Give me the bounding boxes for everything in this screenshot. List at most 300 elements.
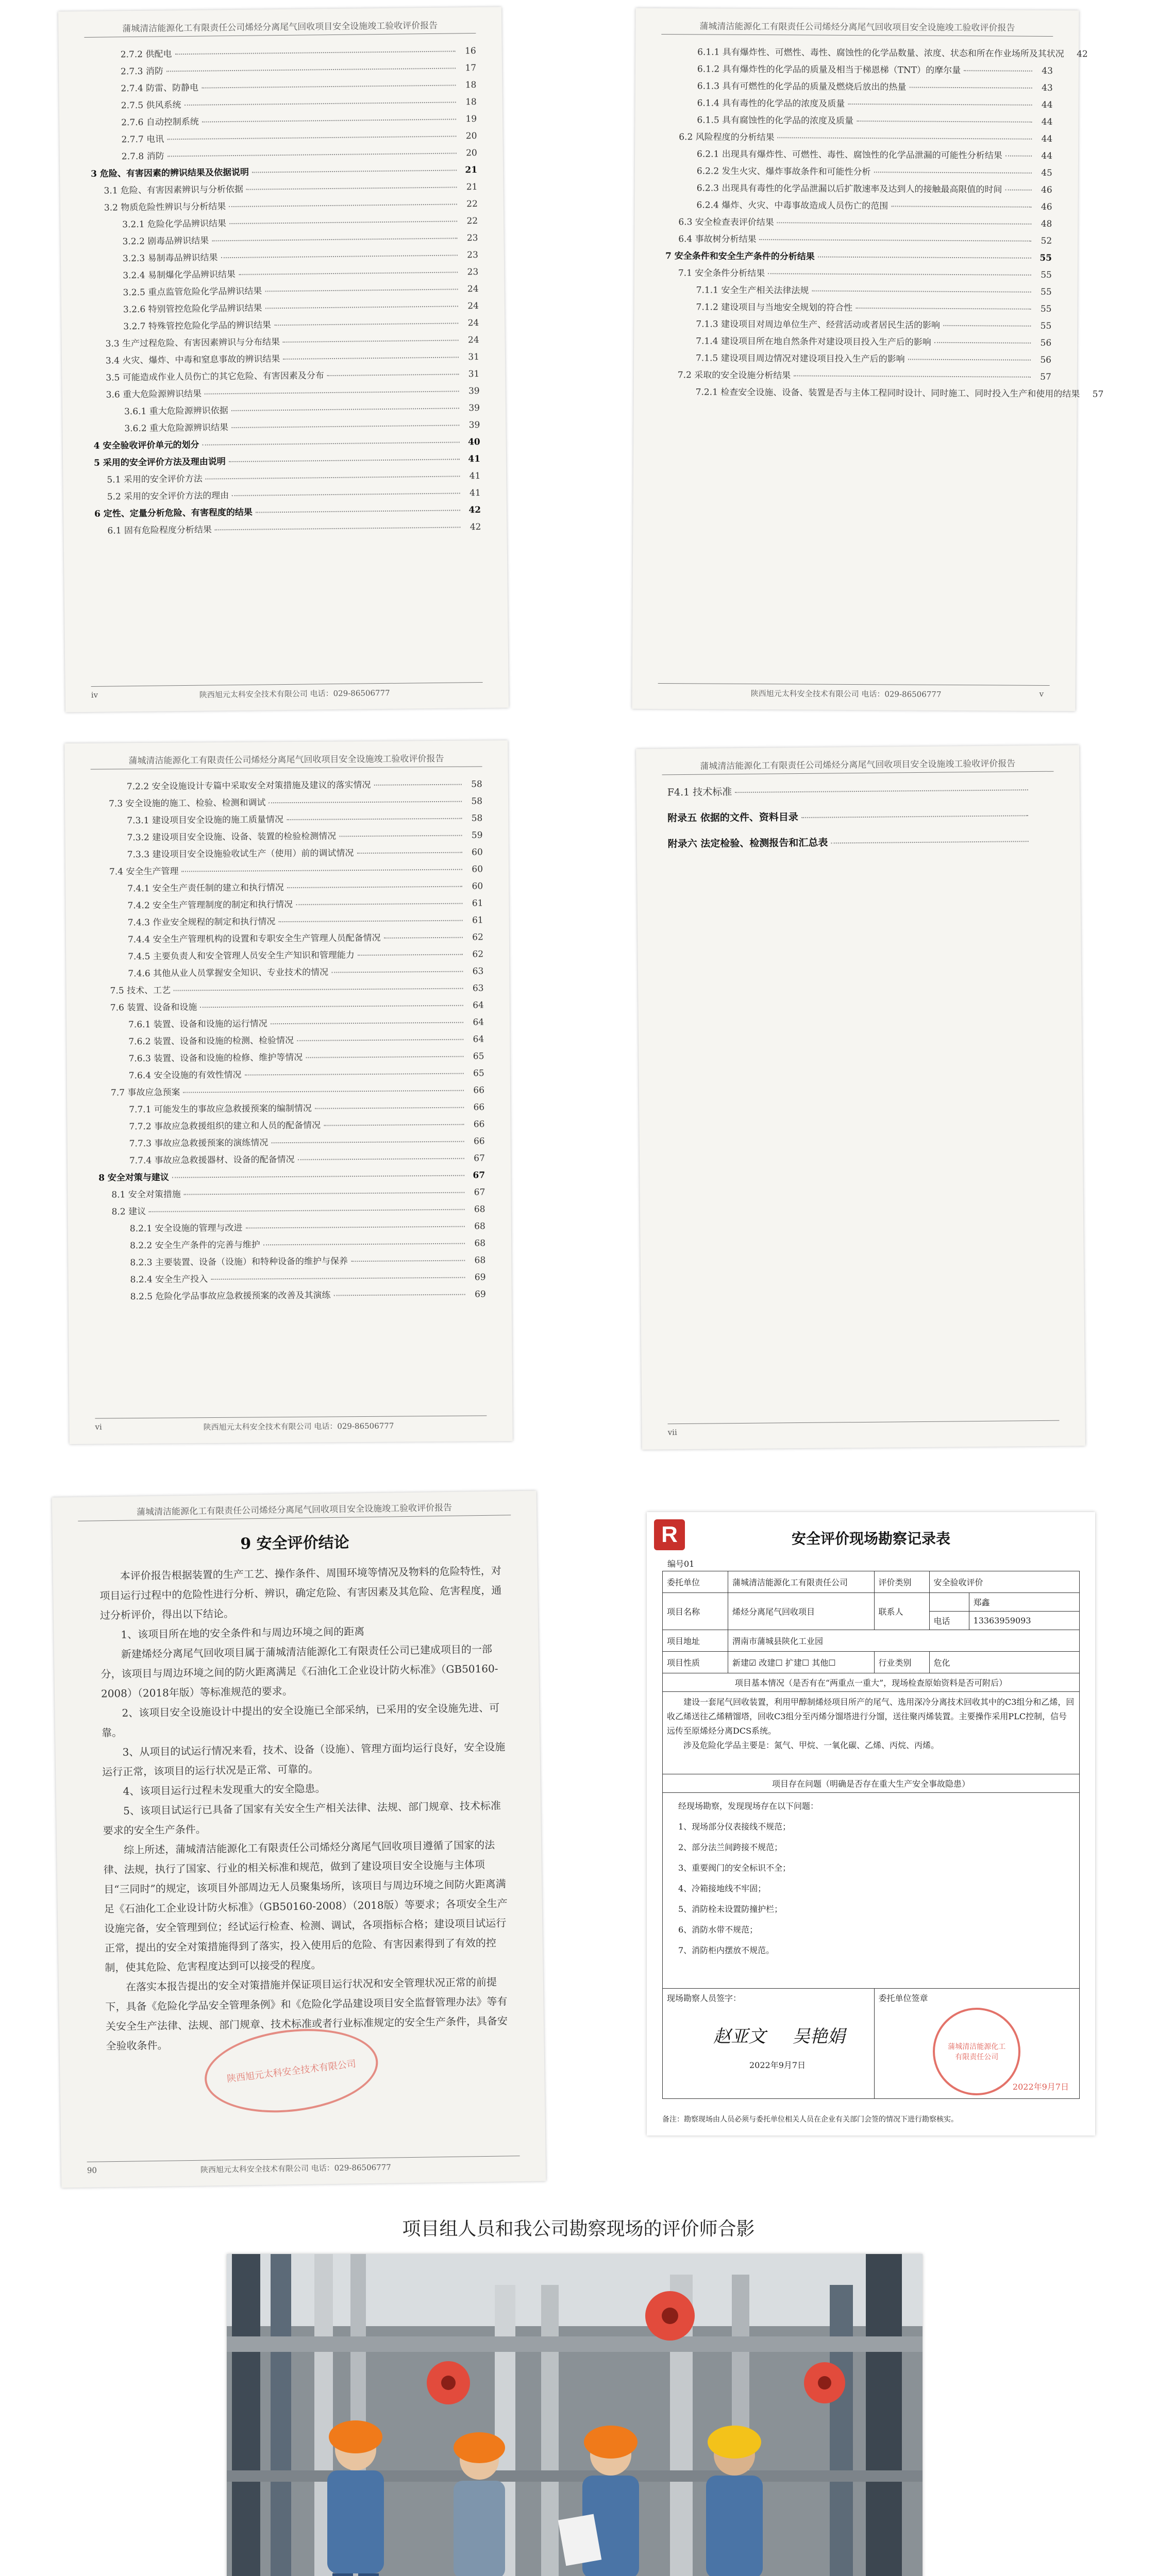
toc-title: 7.4.6 其他从业人员掌握安全知识、专业技术的情况 [128,967,329,979]
toc-leader [1005,156,1032,157]
toc-title: 6.1.1 具有爆炸性、可燃性、毒性、腐蚀性的化学品数量、浓度、状态和所在作业场所及其状况 [697,47,1064,60]
toc-title: 8 安全对策与建议 [98,1172,169,1183]
toc-entry [98,1167,485,1187]
toc-entry [667,782,1049,810]
toc-page: 62 [472,949,484,960]
toc-leader [231,425,459,428]
toc-entry [97,912,483,932]
toc-title: 7.3 安全设施的施工、检验、检测和调试 [109,798,266,809]
toc-entry [98,1184,485,1204]
toc-leader [244,1073,463,1076]
toc-title: 5 采用的安全评价方法及理由说明 [93,456,226,468]
toc-leader [221,255,458,258]
toc-page: 69 [475,1289,486,1300]
toc-leader [1005,190,1031,191]
toc-page: 20 [466,148,477,159]
toc-entry [94,519,481,540]
footer-rule [658,683,1050,686]
toc-entry [665,248,1052,267]
toc-title: 附录五 依据的文件、资料目录 [667,811,798,824]
valve-hub [441,2376,456,2390]
toc-leader [856,308,1031,310]
toc-title: 6 定性、定量分析危险、有害程度的结果 [94,507,253,519]
toc-page: 18 [465,80,477,91]
toc-page: 31 [468,352,480,363]
client-sign-date: 2022年9月7日 [1012,2082,1069,2092]
toc-title: 2.7.4 防雷、防静电 [121,82,199,94]
toc-leader [172,1175,464,1178]
toc-page: 56 [1040,337,1052,348]
toc-entry [666,78,1053,97]
toc-title: 3.2.3 易制毒品辨识结果 [122,252,218,264]
toc-page: 55 [1040,303,1052,314]
toc-leader [964,70,1032,72]
toc-page: 43 [1042,65,1053,76]
toc-leader [934,342,1031,344]
toc-page: 44 [1041,99,1053,110]
toc-title: 3.5 可能造成作业人员伤亡的其它危险、有害因素及分布 [106,370,324,383]
toc-leader [269,801,462,804]
toc-title: 7.4 安全生产管理 [109,866,179,877]
toc-title: 7 安全条件和安全生产条件的分析结果 [665,251,815,262]
logo-letter: R [661,1522,678,1547]
toc-page: 68 [474,1238,486,1249]
surveyor-sign-cell [663,1989,875,2099]
toc-page: 69 [474,1272,486,1283]
toc-page: 44 [1041,133,1053,144]
toc-entry [96,844,483,864]
toc-title: 3.6.2 重大危险源辨识结果 [124,422,229,434]
toc-leader [252,170,457,173]
hazard-text: 涉及危险化学品主要是：氮气、甲烷、一氧化碳、乙烯、丙烷、丙烯。 [683,1740,940,1750]
toc-leader [735,789,1028,793]
toc-entry [97,946,483,966]
page-header: 蒲城清洁能源化工有限责任公司烯烃分离尾气回收项目安全设施竣工验收评价报告 [136,1502,452,1518]
toc-page: 57 [1092,389,1104,400]
contact-name-label [929,1593,969,1612]
toc-title: 6.1.3 具有可燃性的化学品的质量及燃烧后放出的热量 [697,81,907,93]
toc-leader [943,325,1031,327]
toc-leader [333,1294,465,1296]
toc-leader [271,1022,463,1025]
findings-title: 经现场勘察，发现现场存在以下问题： [678,1801,819,1811]
doc-page-1 [58,7,509,713]
finding-item: 1、现场部分仪表接线不规范； [678,1822,791,1832]
page-footer: 陕西旭元太科安全技术有限公司 电话：029-86506777 [203,1421,394,1432]
toc-leader [206,476,460,479]
findings-list [678,1817,1075,1961]
toc-page: 21 [465,165,478,176]
toc-page: 24 [467,301,479,312]
toc-leader [287,886,462,888]
steel-column [866,2254,902,2576]
page-number: v [1039,689,1044,699]
toc-leader [283,357,459,360]
toc-page: 39 [468,420,480,431]
toc-title: 7.3.3 建设项目安全设施验收试生产（使用）前的调试情况 [127,848,354,860]
toc-page: 39 [468,386,480,397]
toc-title: 5.2 采用的安全评价方法的理由 [107,490,229,502]
nature-value: 新建☑ 改建☐ 扩建☐ 其他☐ [728,1652,875,1673]
toc-entry [667,807,1049,836]
client-sign-label: 委托单位签章 [878,1993,928,2003]
basic-info-text: 建设一套尾气回收装置，利用甲醇制烯烃项目所产的尾气、选用深冷分离技术回收其中的C3组分和乙烯，回收乙烯送往乙烯精馏塔，回收C3组分至丙烯分馏塔进行分馏，送往聚丙烯装置。主要操作采用PLC控制，信号远传至原烯烃分离DCS系统。 [667,1697,1075,1736]
toc-title: 3.3 生产过程危险、有害因素辨识与分布结果 [105,337,280,349]
toc-title: 8.2.5 危险化学品事故应急救援预案的改善及其演练 [130,1290,331,1302]
toc-title: 7.1.5 建设项目周边情况对建设项目投入生产后的影响 [695,353,905,365]
toc-entry [665,316,1051,335]
toc-entry [97,1014,484,1034]
toc-title: 3.6.1 重大危险源辨识依据 [124,405,228,417]
toc-leader [324,1124,464,1126]
toc-leader [246,1226,465,1229]
contact-label: 联系人 [874,1593,929,1630]
address-label: 项目地址 [663,1630,728,1652]
phone-value: 13363959093 [969,1612,1079,1630]
header-rule [661,34,1053,37]
toc-page: 16 [465,46,476,57]
toc-entry [96,878,483,898]
toc-title: 8.2.4 安全生产投入 [130,1274,208,1285]
toc-page: 20 [465,131,477,142]
finding-item: 3、重要阀门的安全标识不全； [678,1863,791,1873]
toc-leader [265,306,458,309]
toc-entry [665,299,1051,318]
toc-title: 3.1 危险、有害因素辨识与分析依据 [104,184,244,196]
toc-entry [665,282,1052,301]
toc-leader [166,67,456,72]
doc-page-2 [632,8,1104,711]
toc-leader [246,187,457,190]
toc-title: 6.2 风险程度的分析结果 [679,132,775,143]
toc-entry [666,129,1052,148]
toc-title: 7.7.1 可能发生的事故应急救援预案的编制情况 [129,1103,312,1115]
toc-leader [831,841,1028,843]
toc-leader [202,118,456,122]
valve-hub [818,2376,831,2389]
toc-title: 6.3 安全检查表评价结果 [678,217,774,228]
toc-title: 7.2 采取的安全设施分析结果 [677,370,791,381]
toc-page: 43 [1042,82,1053,93]
toc-entry [668,833,1049,862]
toc-title: 7.1.3 建设项目对周边单位生产、经营活动或者居民生活的影响 [696,319,941,331]
toc-leader [212,238,457,241]
signature-1: 赵亚文 [713,2026,766,2047]
toc-page: 60 [472,881,483,892]
toc-title: 8.2.3 主要装置、设备（设施）和特种设备的维护与保养 [130,1256,348,1268]
toc-entry [666,180,1052,199]
team-photo [227,2254,923,2576]
conclusion-title: 9 安全评价结论 [240,1533,349,1553]
finding-item: 6、消防水带不规范； [678,1925,758,1935]
toc-page: 23 [467,267,479,278]
toc-list [96,776,486,1306]
toc-page: 23 [467,250,478,261]
toc-page: 44 [1041,150,1053,161]
toc-title: 2.7.6 自动控制系统 [121,116,199,128]
toc-page: 44 [1041,116,1053,127]
toc-page: 42 [469,522,481,533]
header-rule [662,771,1054,775]
stamp-text: 陕西旭元太科安全技术有限公司 [226,2058,357,2085]
toc-title: 7.1.4 建设项目所在地自然条件对建设项目投入生产后的影响 [696,336,931,348]
toc-entry [99,1252,485,1272]
page-footer: 陕西旭元太科安全技术有限公司 电话：029-86506777 [199,688,390,700]
toc-title: 7.7.4 事故应急救援器材、设备的配备情况 [129,1154,295,1166]
toc-leader [777,222,1032,225]
toc-entry [97,1031,484,1051]
toc-page: 39 [468,403,480,414]
toc-leader [298,1158,464,1160]
person-2 [454,2432,505,2576]
finding-item: 5、消防栓未设置防撞护栏； [678,1904,783,1914]
eval-type-label: 评价类别 [874,1571,929,1593]
person-4 [706,2426,763,2576]
photo-title: 项目组人员和我公司勘察现场的评价师合影 [402,2218,755,2240]
toc-entry [99,1201,485,1221]
doc-page-3 [64,740,512,1444]
toc-page: 41 [468,454,481,465]
client-value: 蒲城清洁能源化工有限责任公司 [728,1571,875,1593]
toc-leader [760,239,1032,242]
toc-entry [97,980,484,1000]
toc-page: 65 [473,1068,484,1079]
toc-entry [665,214,1052,233]
toc-page: 22 [466,199,478,210]
footer-rule [95,1415,487,1418]
doc-page-4 [636,745,1085,1449]
address-value: 渭南市蒲城县陕化工业园 [728,1630,1080,1652]
toc-leader [848,104,1032,106]
toc-page: 21 [466,182,478,193]
steel-column [232,2254,260,2576]
page-header: 蒲城清洁能源化工有限责任公司烯烃分离尾气回收项目安全设施竣工验收评价报告 [128,753,444,767]
toc-title: 3.2 物质危险性辨识与分析结果 [104,201,226,213]
toc-leader [374,784,462,786]
toc-page: 67 [474,1153,485,1164]
toc-list [667,782,1049,862]
toc-entry [97,1048,484,1068]
toc-leader [239,272,458,275]
toc-leader [358,954,463,956]
toc-page: 45 [1041,167,1052,178]
toc-title: 7.4.4 安全生产管理机构的设置和专职安全生产管理人员配备情况 [127,933,381,945]
toc-page: 66 [473,1119,485,1130]
findings-cell [663,1793,1080,1989]
toc-entry [98,1065,484,1085]
toc-page: 58 [471,813,483,824]
toc-title: 7.1.1 安全生产相关法律法规 [696,285,809,296]
toc-leader [278,920,462,922]
page-number: vii [667,1428,677,1437]
record-note: 备注：勘察现场由人员必须与委托单位相关人员在企业有关部门会签的情况下进行勘察核实。 [662,2115,958,2124]
toc-leader [909,87,1032,89]
toc-leader [315,1107,464,1109]
toc-title: 3.2.1 危险化学品辨识结果 [122,218,227,230]
conclusion-paragraph: 1、该项目所在地的安全条件和与周边环境之间的距离 [121,1625,365,1641]
toc-title: 7.4.1 安全生产责任制的建立和执行情况 [127,883,284,894]
page-footer: 陕西旭元太科安全技术有限公司 电话：029-86506777 [200,2162,391,2175]
toc-page: 65 [473,1051,484,1062]
toc-leader [205,391,459,394]
toc-page: 41 [469,488,481,499]
toc-page: 41 [469,471,481,482]
toc-page: 31 [468,369,480,380]
toc-leader [812,291,1031,293]
toc-leader [891,206,1031,207]
toc-page: 58 [471,779,482,790]
conclusion-paragraph: 2、该项目安全设施设计中提出的安全设施已全部采纳，已采用的安全设施先进、可靠。 [101,1701,500,1739]
toc-leader [232,493,460,496]
toc-leader [256,510,460,513]
toc-page: 55 [1041,269,1052,280]
toc-leader [271,1141,464,1144]
toc-title: 3.2.2 剧毒品辨识结果 [122,235,209,247]
toc-leader [306,1056,463,1058]
toc-title: 5.1 采用的安全评价方法 [107,473,203,485]
toc-page: 64 [473,1000,484,1011]
toc-leader [908,359,1031,361]
toc-page: 22 [466,216,478,227]
toc-title: 3.2.6 特别管控危险化学品辨识结果 [123,303,262,315]
toc-page: 61 [472,898,483,909]
toc-title: 7.6.2 装置、设备和设施的检测、检验情况 [128,1035,294,1047]
toc-page: 55 [1040,286,1052,297]
toc-entry [665,333,1051,352]
toc-entry [665,350,1051,369]
toc-page: 58 [471,796,483,807]
surveyor-sign-date: 2022年9月7日 [749,2060,806,2070]
footer-rule [91,682,483,687]
doc-page-5 [52,1491,546,2188]
toc-entry [96,793,482,813]
page-header: 蒲城清洁能源化工有限责任公司烯烃分离尾气回收项目安全设施竣工验收评价报告 [700,758,1016,772]
toc-leader [357,852,462,854]
toc-leader [215,527,461,530]
toc-leader [768,273,1031,276]
basic-info-value [663,1692,1080,1774]
toc-title: 7.7.3 事故应急救援预案的演练情况 [129,1138,269,1149]
industry-value: 危化 [929,1652,1079,1673]
toc-title: 7.3.2 建设项目安全设施、设备、装置的检验检测情况 [127,831,337,843]
toc-list [90,43,481,540]
toc-title: 7.1.2 建设项目与当地安全规划的符合性 [696,302,853,313]
toc-leader [351,1260,465,1262]
toc-page: 48 [1041,218,1052,229]
toc-leader [202,84,456,88]
toc-page: 55 [1039,252,1052,263]
toc-title: 附录六 法定检验、检测报告和汇总表 [667,837,828,850]
conclusion-paragraph: 本评价报告根据装置的生产工艺、操作条件、周围环境等情况及物料的危险特性，对项目运行过程中的危险性进行分析、辨识，确定危险、有害因素及其危险、危害程度，通过分析评价，得出以下结论。 [99,1564,502,1622]
toc-page: 66 [473,1102,485,1113]
conclusion-paragraph: 综上所述，蒲城清洁能源化工有限责任公司烯烃分离尾气回收项目遵循了国家的法律、法规，执行了国家、行业的相关标准和规范，做到了建设项目安全设施与主体项目“三同时”的规定，该项目外部周边无人员聚集场所，该项目与周边环境之间防火距离满足《石油化工企业设计防火标准》（GB50160-2008）（2018版）等要求；各项安全生产设施完备，安全管理到位；经试运行检查、检测、调试，各项指标合格；建设项目试运行正常，提出的安全对策措施得到了落实，投入使用后的危险、有害因素得到了有效的控制，使其危险、危害程度达到可以接受的程度。 [103,1838,508,1974]
toc-entry [96,861,483,881]
toc-entry [99,1269,485,1289]
record-serial: 编号01 [667,1559,695,1569]
record-table [662,1571,1080,2099]
conclusion-paragraph: 5、该项目试运行已具备了国家有关安全生产相关法律、法规、部门规章、技术标准要求的安全生产条件。 [103,1799,501,1837]
toc-entry [97,963,483,983]
toc-title: 6.1.4 具有毒性的化学品的浓度及质量 [697,98,845,109]
project-label: 项目名称 [663,1593,728,1630]
toc-title: 8.2.2 安全生产条件的完善与维护 [130,1240,260,1251]
toc-entry [665,384,1104,403]
toc-title: 3 危险、有害因素的辨识结果及依据说明 [91,167,249,179]
toc-leader [287,818,462,820]
toc-page: 46 [1041,201,1052,212]
toc-page: 64 [473,1034,484,1045]
toc-page: 68 [474,1255,486,1266]
toc-title: 7.3.1 建设项目安全设施的施工质量情况 [127,815,284,826]
toc-title: 8.2 建议 [111,1206,146,1217]
toc-title: 7.4.3 作业安全规程的制定和执行情况 [127,917,276,928]
toc-entry [665,197,1052,216]
toc-entry [665,265,1052,284]
toc-leader [175,50,455,55]
industry-label: 行业类别 [874,1652,929,1673]
toc-title: 3.4 火灾、爆炸、中毒和窒息事故的辨识结果 [105,354,280,366]
toc-entry [98,1082,484,1102]
record-title: 安全评价现场勘察记录表 [791,1530,950,1547]
toc-title: 6.1.5 具有腐蚀性的化学品的浓度及质量 [697,115,854,126]
toc-title: 7.6 装置、设备和设施 [110,1002,197,1013]
toc-leader [296,903,462,905]
toc-entry [666,95,1053,114]
site-scene [227,2254,923,2576]
footer-rule [668,1420,1060,1425]
toc-page: 42 [468,505,481,516]
toc-entry [96,827,482,847]
toc-title: 6.2.1 出现具有爆炸性、可燃性、毒性、腐蚀性的化学品泄漏的可能性分析结果 [697,149,1002,161]
toc-title: 3.6 重大危险源辨识结果 [106,388,202,400]
toc-page: 56 [1040,354,1052,365]
toc-title: 7.6.3 装置、设备和设施的检修、维护等情况 [128,1052,303,1064]
toc-title: 7.1 安全条件分析结果 [678,268,765,279]
pipe [541,2285,559,2576]
conclusion-paragraph: 3、从项目的试运行情况来看，技术、设备（设施）、管理方面均运行良好，安全设施运行正常，该项目的运行状况是正常、可靠的。 [102,1740,506,1778]
conclusion-paragraph: 在落实本报告提出的安全对策措施并保证项目运行状况和安全管理状况正常的前提下，具备《危险化学品安全管理条例》和《危险化学品建设项目安全监督管理办法》等有关安全生产法律、法规、部门规章、技术标准或者行业标准规定的安全生产条件，具备安全验收条件。 [105,1975,508,2053]
toc-leader [818,257,1031,259]
steel-column [830,2285,853,2576]
toc-leader [183,1090,464,1093]
toc-page: 23 [466,233,478,244]
toc-title: 6.1.2 具有爆炸性的化学品的质量及相当于梯恩梯（TNT）的摩尔量 [697,64,961,76]
client-stamp-text: 蒲城清洁能源化工有限责任公司 [948,2043,1006,2061]
toc-title: 7.2.1 检查安全设施、设备、装置是否与主体工程同时设计、同时施工、同时投入生产和使用的结果 [695,387,1080,400]
toc-page: 68 [474,1204,485,1215]
toc-title: 7.7 事故应急预案 [110,1087,180,1098]
page-footer: 陕西旭元太科安全技术有限公司 电话：029-86506777 [750,688,942,699]
toc-leader [274,323,458,326]
toc-page: 61 [472,915,483,926]
valve-hub [662,2308,678,2324]
toc-page: 60 [472,847,483,858]
toc-page: 67 [473,1170,485,1181]
toc-entry [99,1286,486,1306]
conclusion-paragraph: 新建烯烃分离尾气回收项目属于蒲城清洁能源化工有限责任公司已建成项目的一部分，该项目与周边环境之间的防火距离满足《石油化工企业设计防火标准》（GB50160-2008）（2018年版）等标准规范的要求。 [100,1642,498,1700]
toc-leader [384,937,463,939]
toc-leader [857,121,1032,123]
toc-title: 3.2.7 特殊管控危险化学品的辨识结果 [123,320,272,332]
toc-leader [167,135,456,140]
footer-rule [87,2156,520,2162]
toc-leader [184,101,456,106]
toc-leader [229,459,460,462]
toc-entry [665,367,1051,386]
toc-page: 52 [1041,235,1052,246]
steel-column [271,2254,291,2576]
toc-page: 24 [467,335,479,346]
